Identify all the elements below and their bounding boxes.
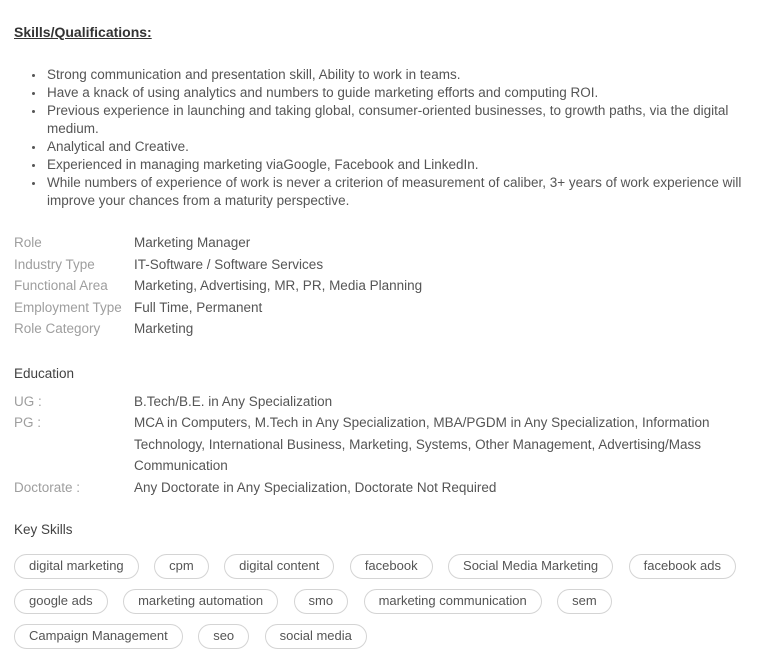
- job-details-block: [14, 232, 763, 340]
- detail-label: Employment Type: [14, 299, 122, 315]
- detail-label: UG :: [14, 393, 42, 409]
- key-skills-section: [14, 520, 763, 659]
- education-rows: [14, 391, 763, 499]
- skill-tag[interactable]: facebook ads: [629, 554, 736, 579]
- skill-tag[interactable]: cpm: [154, 554, 209, 579]
- detail-row: [14, 412, 763, 477]
- skills-qualifications-heading: Skills/Qualifications:: [14, 24, 152, 40]
- qualification-item: • Have a knack of using analytics and numbers to guide marketing efforts and computing ROI.: [45, 84, 763, 102]
- detail-row: [14, 318, 763, 340]
- skill-tag[interactable]: sem: [557, 589, 612, 614]
- detail-value: Marketing, Advertising, MR, PR, Media Planning: [134, 278, 423, 293]
- qualification-list: [14, 66, 763, 210]
- detail-row: [14, 275, 763, 297]
- skill-tag[interactable]: marketing communication: [364, 589, 542, 614]
- qualification-item: • Analytical and Creative.: [45, 138, 763, 156]
- skill-tag[interactable]: google ads: [14, 589, 108, 614]
- skill-tag[interactable]: Campaign Management: [14, 624, 183, 649]
- detail-value: Marketing: [134, 321, 194, 336]
- skill-tag[interactable]: digital content: [224, 554, 334, 579]
- detail-row: [14, 477, 763, 499]
- skill-tag[interactable]: marketing automation: [123, 589, 278, 614]
- detail-row: [14, 254, 763, 276]
- key-skills-heading: Key Skills: [14, 522, 73, 537]
- detail-label: Role Category: [14, 321, 101, 336]
- detail-value: B.Tech/B.E. in Any Specialization: [134, 393, 333, 409]
- detail-value: MCA in Computers, M.Tech in Any Specialization, MBA/PGDM in Any Specialization, Information Technology, International Business, Marketing, Systems, Other Management, Advertising/Mass Communication: [134, 415, 710, 473]
- skill-tag[interactable]: facebook: [350, 554, 433, 579]
- detail-row: [14, 297, 763, 319]
- detail-row: [14, 391, 763, 413]
- skill-tag[interactable]: seo: [198, 624, 249, 649]
- detail-label: Industry Type: [14, 256, 95, 272]
- detail-value: Any Doctorate in Any Specialization, Doctorate Not Required: [134, 479, 497, 495]
- key-skills-tags: [14, 554, 763, 659]
- detail-label: Functional Area: [14, 278, 108, 293]
- skill-tag[interactable]: smo: [294, 589, 349, 614]
- detail-label: Role: [14, 235, 42, 250]
- qualification-item: • While numbers of experience of work is never a criterion of measurement of caliber, 3+ years of work experience will improve your chances from a maturity perspective.: [45, 174, 763, 210]
- detail-value: Full Time, Permanent: [134, 299, 263, 315]
- skill-tag[interactable]: digital marketing: [14, 554, 139, 579]
- skill-tag[interactable]: social media: [265, 624, 367, 649]
- detail-label: Doctorate :: [14, 479, 81, 495]
- education-section: [14, 364, 763, 499]
- skill-tag[interactable]: Social Media Marketing: [448, 554, 613, 579]
- detail-label: PG :: [14, 415, 42, 430]
- detail-value: Marketing Manager: [134, 235, 251, 250]
- education-heading: Education: [14, 365, 75, 381]
- detail-row: [14, 232, 763, 254]
- detail-value: IT-Software / Software Services: [134, 256, 324, 272]
- qualification-item: • Previous experience in launching and taking global, consumer-oriented businesses, to growth paths, via the digital medium.: [45, 102, 763, 138]
- qualification-item: • Experienced in managing marketing viaGoogle, Facebook and LinkedIn.: [45, 156, 763, 174]
- qualification-item: • Strong communication and presentation skill, Ability to work in teams.: [45, 66, 763, 84]
